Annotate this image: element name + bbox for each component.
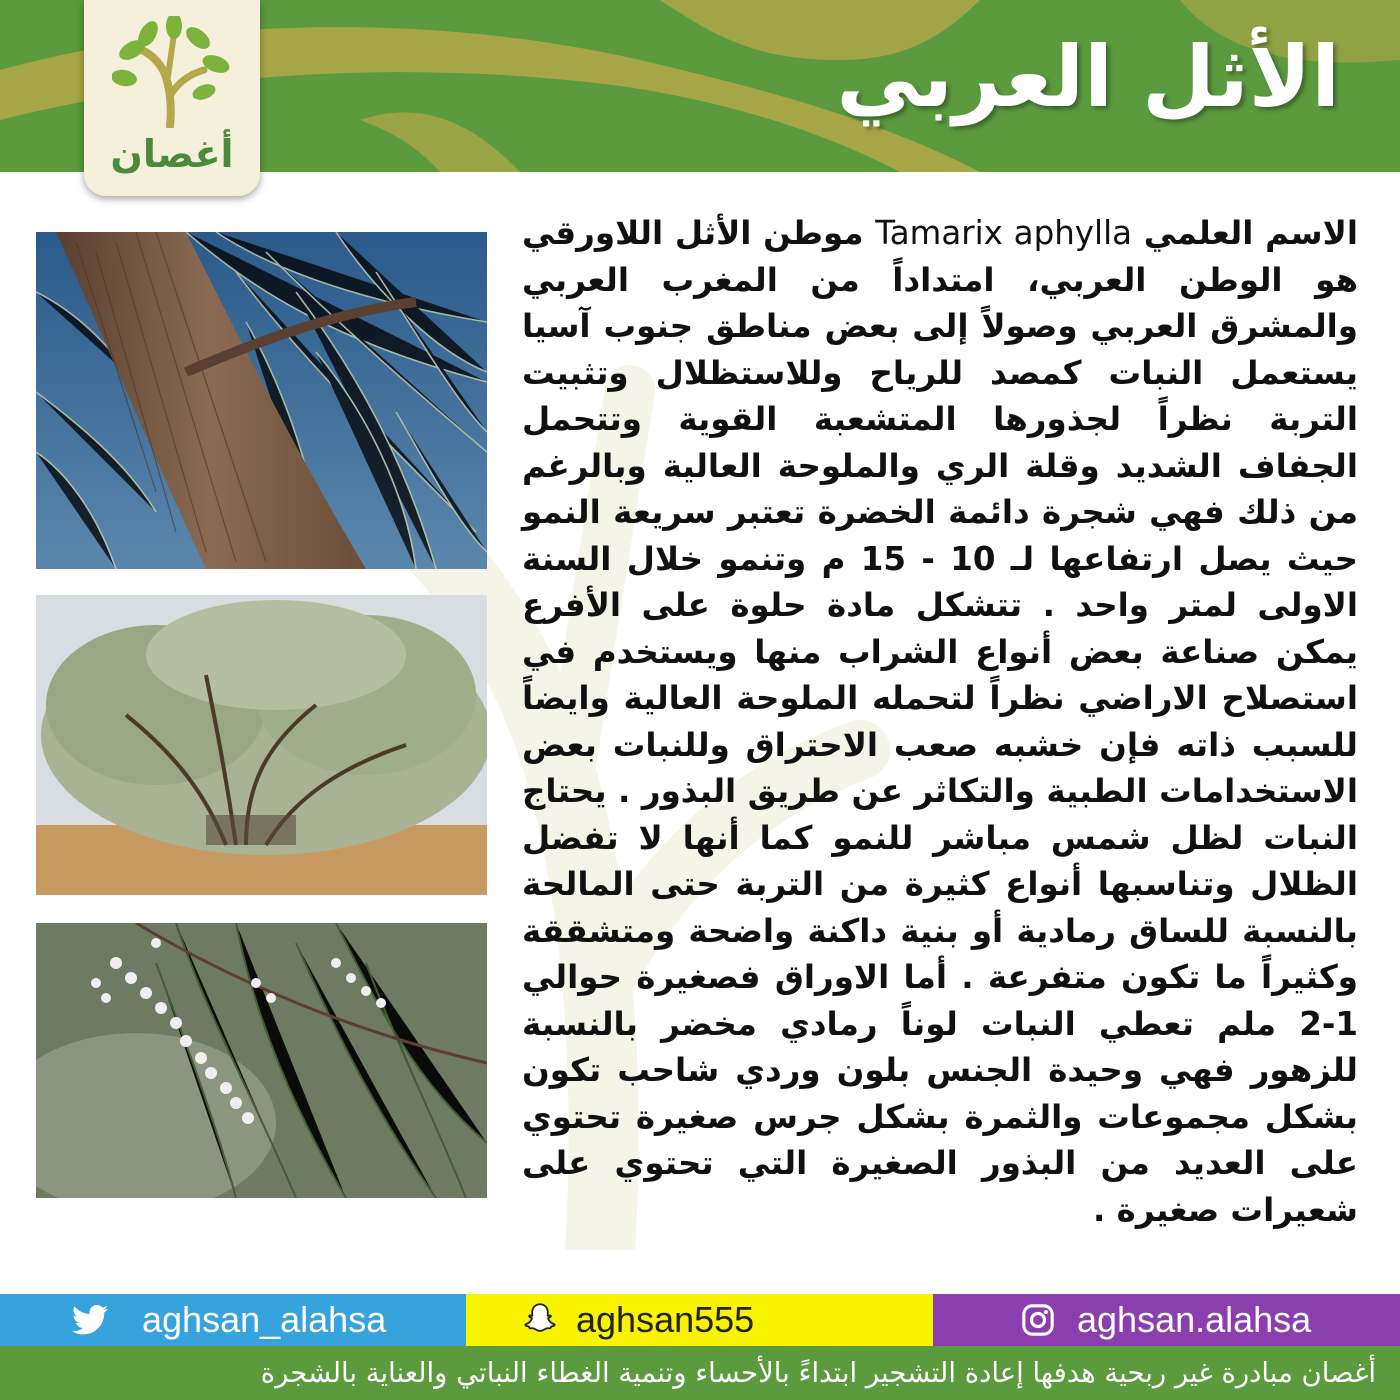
instagram-link[interactable] (933, 1294, 1400, 1346)
scientific-name-prefix: الاسم العلمي (1143, 214, 1358, 252)
description-paragraph: موطن الأثل اللاورقي هو الوطن العربي، امتداداً من المغرب العربي والمشرق العربي وصولاً إلى بعض مناطق جنوب آسيا يستعمل النبات كمصد للرياح وللاستظلال وتثبيت التربة نظراً لجذورها المتشعبة القوية وتتحمل الجفاف الشديد وقلة الري والملوحة العالية وبالرغم من ذلك فهي شجرة دائمة الخضرة تعتبر سريعة النمو حيث يصل ارتفاعها لـ 10 - 15 م وتنمو خلال السنة الاولى لمتر واحد . تتشكل مادة حلوة على الأفرع يمكن صناعة بعض أنواع الشراب منها ويستخدم في استصلاح الاراضي نظراً لتحمله الملوحة العالية وايضاً للسبب ذاته فإن خشبه صعب الاحتراق وللنبات بعض الاستخدامات الطبية والتكاثر عن طريق البذور . يحتاج النبات لظل شمس مباشر للنمو كما أنها لا تفضل الظلال وتناسبها أنواع كثيرة من التربة حتى المالحة بالنسبة للساق رمادية أو بنية داكنة واضحة ومتشققة وكثيراً ما تكون متفرعة . أما الاوراق فصغيرة حوالي 1-2 ملم تعطي النبات لوناً رمادي مخضر بالنسبة للزهور فهي وحيدة الجنس بلون وردي شاحب تكون بشكل مجموعات والثمرة بشكل جرس صغيرة تحتوي على العديد من البذور الصغيرة التي تحتوي على شعيرات صغيرة . (522, 214, 1358, 1229)
photo-tamarix-shrub (36, 595, 487, 895)
instagram-handle: aghsan.alahsa (1077, 1299, 1312, 1340)
photo-tamarix-flowers (36, 923, 487, 1198)
twitter-handle: aghsan_alahsa (142, 1299, 387, 1340)
twitter-link[interactable] (0, 1294, 466, 1346)
description-text (522, 210, 1358, 1270)
aghsan-logo (84, 0, 260, 196)
photo-tamarix-trunk (36, 232, 487, 569)
social-bar (0, 1294, 1400, 1346)
twitter-icon (72, 1304, 108, 1336)
snapchat-link[interactable] (466, 1294, 933, 1346)
logo-text: أغصان (110, 132, 234, 176)
tree-logo-icon (112, 16, 232, 128)
footer-tagline: أغصان مبادرة غير ربحية هدفها إعادة التشجير ابتداءً بالأحساء وتنمية الغطاء النباتي والعناية بالشجرة (0, 1346, 1400, 1400)
snapchat-handle: aghsan555 (576, 1299, 755, 1340)
page-title: الأثل العربي (836, 28, 1340, 126)
snapchat-icon (522, 1302, 558, 1338)
instagram-icon (1021, 1303, 1055, 1337)
scientific-name: Tamarix aphylla (875, 214, 1133, 252)
